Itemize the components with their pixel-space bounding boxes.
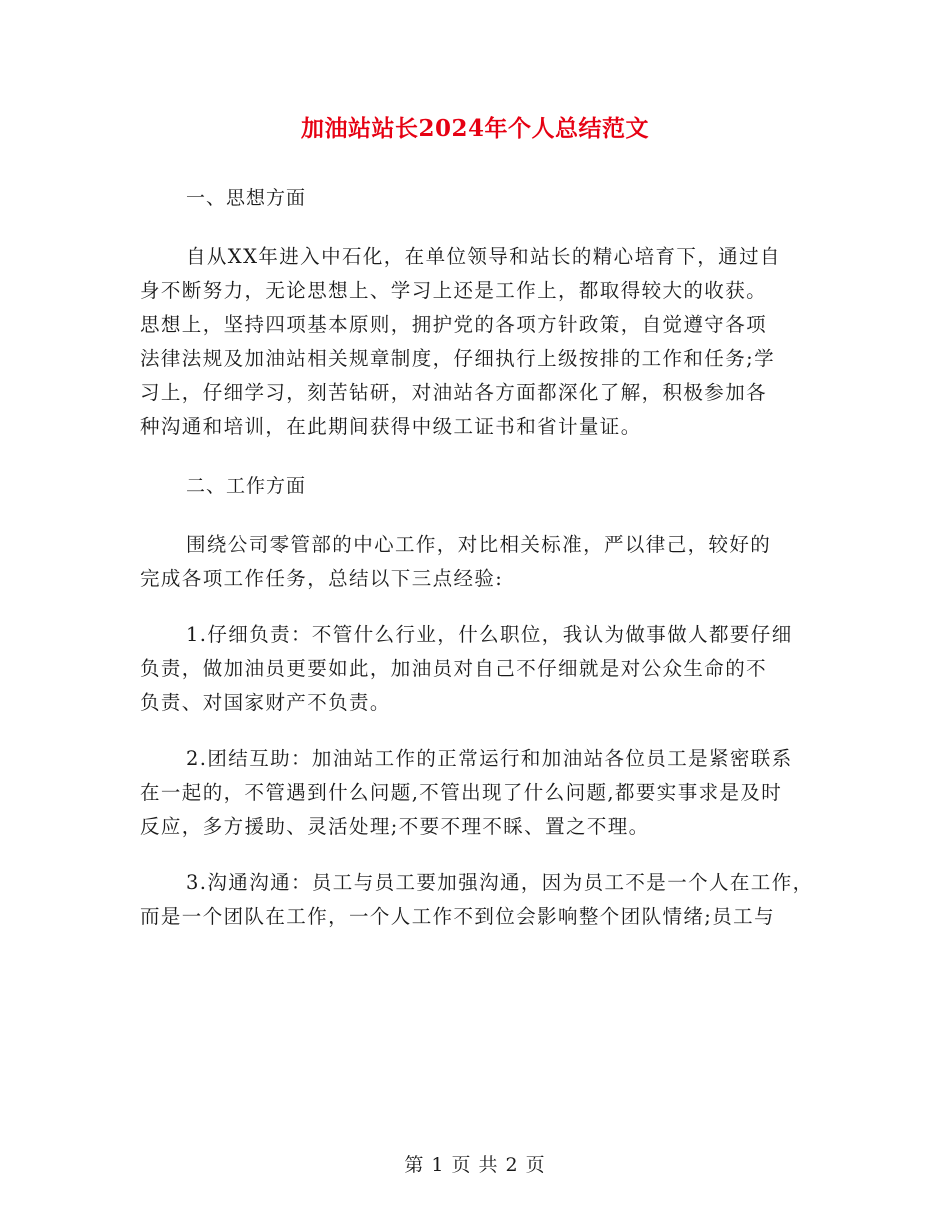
paragraph-line: 在一起的，不管遇到什么问题,不管出现了什么问题,都要实事求是及时 bbox=[140, 781, 783, 804]
paragraph-line: 1.仔细负责：不管什么行业，什么职位，我认为做事做人都要仔细 bbox=[186, 623, 793, 646]
paragraph-ideology bbox=[140, 240, 830, 444]
paragraph-line: 自从XX年进入中石化，在单位领导和站长的精心培育下，通过自 bbox=[186, 245, 781, 268]
paragraph-line: 负责，做加油员更要如此，加油员对自己不仔细就是对公众生命的不 bbox=[140, 657, 768, 680]
document-title: 加油站站长2024年个人总结范文 bbox=[300, 115, 649, 142]
section-heading-work: 二、工作方面 bbox=[186, 475, 307, 497]
paragraph-line: 完成各项工作任务，总结以下三点经验: bbox=[140, 567, 504, 590]
paragraph-point-communication bbox=[140, 866, 830, 934]
document-body bbox=[140, 178, 830, 956]
paragraph-line: 思想上，坚持四项基本原则，拥护党的各项方针政策，自觉遵守各项 bbox=[140, 313, 768, 336]
paragraph-line: 围绕公司零管部的中心工作，对比相关标准，严以律己，较好的 bbox=[186, 533, 772, 556]
paragraph-line: 反应，多方援助、灵活处理;不要不理不睬、置之不理。 bbox=[140, 815, 650, 838]
section-heading-ideology: 一、思想方面 bbox=[186, 187, 307, 209]
paragraph-line: 而是一个团队在工作，一个人工作不到位会影响整个团队情绪;员工与 bbox=[140, 905, 775, 928]
paragraph-point-teamwork bbox=[140, 742, 830, 844]
paragraph-line: 习上，仔细学习，刻苦钻研，对油站各方面都深化了解，积极参加各 bbox=[140, 381, 768, 404]
paragraph-line: 种沟通和培训，在此期间获得中级工证书和省计量证。 bbox=[140, 415, 642, 438]
paragraph-line: 负责、对国家财产不负责。 bbox=[140, 691, 391, 714]
paragraph-line: 身不断努力，无论思想上、学习上还是工作上，都取得较大的收获。 bbox=[140, 279, 768, 302]
page-indicator: 第 1 页 共 2 页 bbox=[404, 1154, 546, 1176]
paragraph-point-responsibility bbox=[140, 618, 830, 720]
paragraph-line: 法律法规及加油站相关规章制度，仔细执行上级按排的工作和任务;学 bbox=[140, 347, 775, 370]
paragraph-line: 2.团结互助：加油站工作的正常运行和加油站各位员工是紧密联系 bbox=[186, 747, 793, 770]
paragraph-work-intro bbox=[140, 528, 830, 596]
paragraph-line: 3.沟通沟通：员工与员工要加强沟通，因为员工不是一个人在工作， bbox=[186, 871, 814, 894]
